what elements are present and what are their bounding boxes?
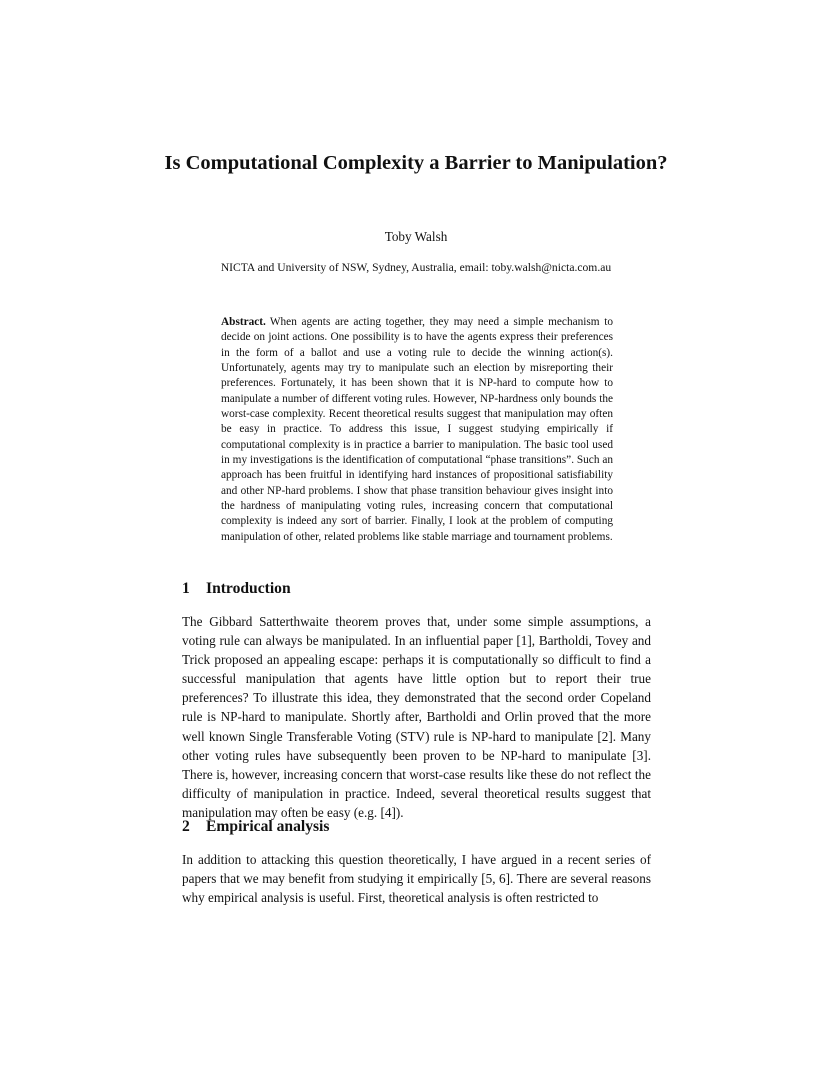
section-title: Empirical analysis — [206, 818, 330, 835]
section-heading-empirical-analysis — [182, 817, 329, 837]
author-name: Toby Walsh — [384, 229, 448, 244]
section-title: Introduction — [206, 580, 291, 597]
section-heading-introduction — [182, 579, 291, 599]
section-number: 2 — [182, 818, 190, 835]
abstract-text: When agents are acting together, they may need a simple mechanism to decide on joint actions. One possibility is to have the agents express their preferences in the form of a ballot and use a voting rule to decide the winning action(s). Unfortunately, agents may try to manipulate such an election by misreporting their preferences. Fortunately, it has been shown that it is NP-hard to compute how to manipulate a number of different voting rules. However, NP-hardness only bounds the worst-case complexity. Recent theoretical results suggest that manipulation may often be easy in practice. To address this issue, I suggest studying empirically if computational complexity is in practice a barrier to manipulation. The basic tool used in my investigations is the identification of computational “phase transitions”. Such an approach has been fruitful in identifying hard instances of propositional satisfiability and other NP-hard problems. I show that phase transition behaviour gives insight into the hardness of manipulating voting rules, increasing concern that computational complexity is indeed any sort of barrier. Finally, I look at the problem of computing manipulation of other, related problems like stable marriage and tournament problems. — [221, 316, 613, 543]
introduction-paragraph: The Gibbard Satterthwaite theorem proves that, under some simple assumptions, a voting rule can always be manipulated. In an influential paper [1], Bartholdi, Tovey and Trick proposed an appealing escape: perhaps it is computationally so difficult to find a successful manipulation that agents have little option but to report their true preferences? To illustrate this idea, they demonstrated that the second order Copeland rule is NP-hard to manipulate. Shortly after, Bartholdi and Orlin proved that the more well known Single Transferable Voting (STV) rule is NP-hard to manipulate [2]. Many other voting rules have subsequently been proven to be NP-hard to manipulate [3]. There is, however, increasing concern that worst-case results like these do not reflect the difficulty of manipulation in practice. Indeed, several theoretical results suggest that manipulation may often be easy (e.g. [4]). — [182, 614, 651, 820]
abstract — [221, 315, 613, 545]
section-number: 1 — [182, 580, 190, 597]
empirical-analysis-paragraph: In addition to attacking this question theoretically, I have argued in a recent series of papers that we may benefit from studying it empirically [5, 6]. There are several reasons why empirical analysis is useful. First, theoretical analysis is often restricted to — [182, 852, 651, 906]
abstract-label: Abstract. — [221, 316, 266, 328]
paper-title: Is Computational Complexity a Barrier to Manipulation? — [164, 152, 668, 174]
author-affiliation: NICTA and University of NSW, Sydney, Australia, email: toby.walsh@nicta.com.au — [220, 261, 612, 274]
